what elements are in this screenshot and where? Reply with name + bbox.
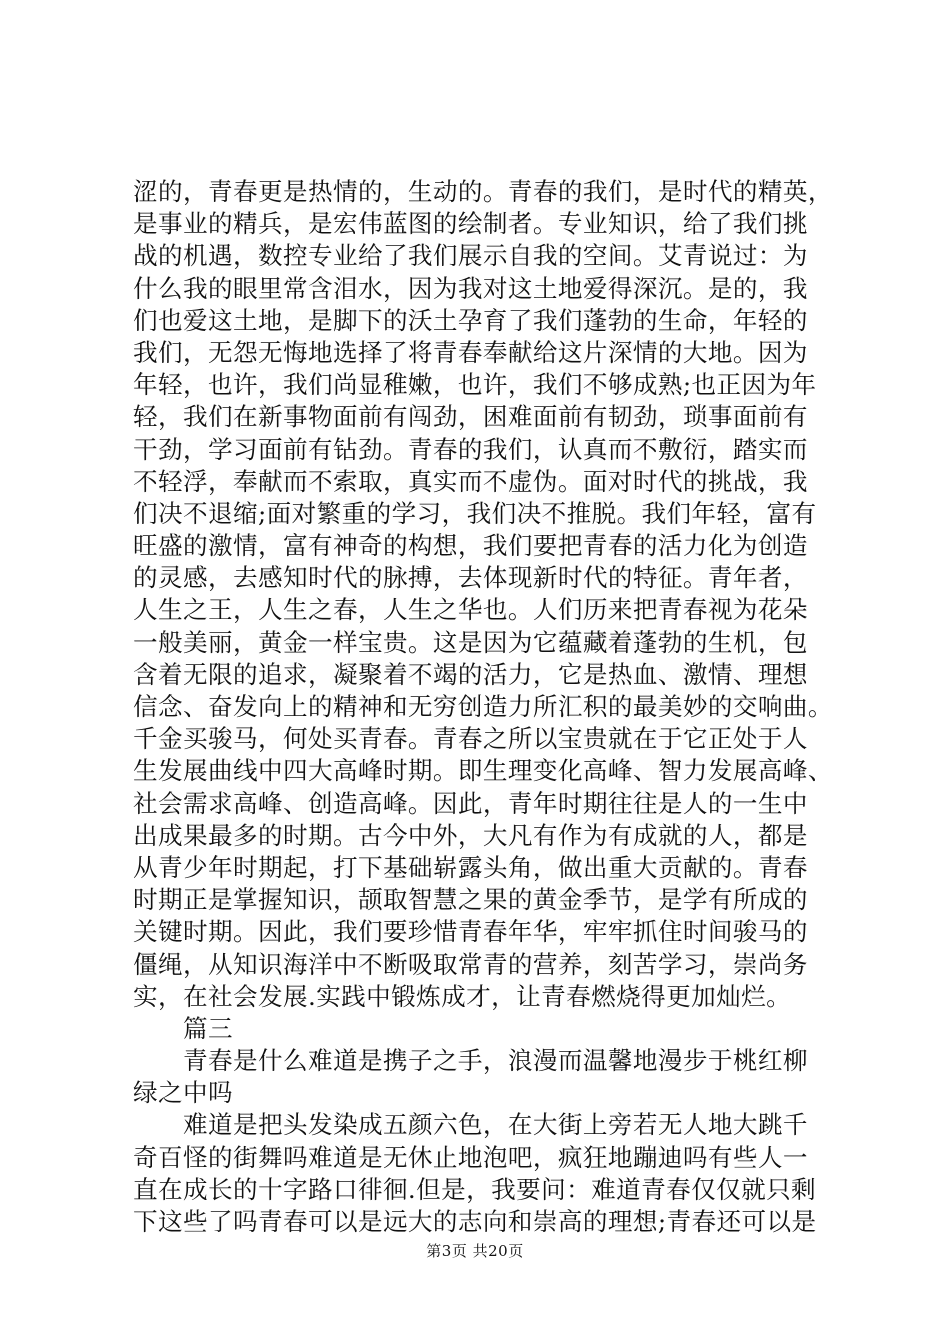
body-text [133, 176, 833, 1238]
text-line: 青春是什么难道是携子之手，浪漫而温馨地漫步于桃红柳 [183, 1046, 808, 1076]
text-line: 信念、奋发向上的精神和无穷创造力所汇积的最美妙的交响曲。 [133, 692, 833, 721]
text-line: 轻，我们在新事物面前有闯劲，困难面前有韧劲，琐事面前有 [133, 402, 808, 432]
text-line: 我们，无怨无悔地选择了将青春奉献给这片深情的大地。因为 [133, 337, 808, 367]
page-footer: 第3页 共20页 [426, 1242, 524, 1260]
text-line: 人生之王，人生之春，人生之华也。人们历来把青春视为花朵 [133, 595, 808, 625]
text-line: 关键时期。因此，我们要珍惜青春年华，牢牢抓住时间骏马的 [133, 917, 808, 947]
text-line: 干劲，学习面前有钻劲。青春的我们，认真而不敷衍，踏实而 [133, 434, 808, 464]
text-line: 从青少年时期起，打下基础崭露头角，做出重大贡献的。青春 [133, 852, 808, 882]
text-line: 下这些了吗青春可以是远大的志向和崇高的理想;青春还可以是 [133, 1207, 817, 1236]
text-line: 绿之中吗 [133, 1078, 233, 1108]
text-line: 们决不退缩;面对繁重的学习，我们决不推脱。我们年轻，富有 [133, 498, 817, 528]
text-line: 社会需求高峰、创造高峰。因此，青年时期往往是人的一生中 [133, 788, 808, 818]
text-line: 的灵感，去感知时代的脉搏，去体现新时代的特征。青年者， [133, 563, 808, 593]
text-line: 旺盛的激情，富有神奇的构想，我们要把青春的活力化为创造 [133, 531, 808, 561]
text-line: 战的机遇，数控专业给了我们展示自我的空间。艾青说过：为 [133, 241, 808, 271]
text-line: 不轻浮，奉献而不索取，真实而不虚伪。面对时代的挑战，我 [133, 466, 808, 496]
text-line: 千金买骏马，何处买青春。青春之所以宝贵就在于它正处于人 [133, 724, 808, 754]
text-line: 含着无限的追求，凝聚着不竭的活力，它是热血、激情、理想 [133, 659, 808, 689]
text-line: 时期正是掌握知识，颉取智慧之果的黄金季节，是学有所成的 [133, 885, 808, 915]
text-line: 是事业的精兵，是宏伟蓝图的绘制者。专业知识，给了我们挑 [133, 209, 808, 239]
text-line: 奇百怪的街舞吗难道是无休止地泡吧，疯狂地蹦迪吗有些人一 [133, 1142, 808, 1172]
text-line: 篇三 [183, 1013, 233, 1043]
text-line: 难道是把头发染成五颜六色，在大街上旁若无人地大跳千 [183, 1110, 808, 1140]
text-line: 直在成长的十字路口徘徊.但是，我要问：难道青春仅仅就只剩 [133, 1174, 817, 1204]
text-line: 出成果最多的时期。古今中外，大凡有作为有成就的人，都是 [133, 820, 808, 850]
text-line: 实，在社会发展.实践中锻炼成才，让青春燃烧得更加灿烂。 [133, 981, 792, 1011]
text-line: 涩的，青春更是热情的，生动的。青春的我们，是时代的精英， [133, 177, 833, 206]
text-line: 年轻，也许，我们尚显稚嫩，也许，我们不够成熟;也正因为年 [133, 370, 817, 400]
text-line: 们也爱这土地，是脚下的沃土孕育了我们蓬勃的生命，年轻的 [133, 305, 808, 335]
text-line: 僵绳，从知识海洋中不断吸取常青的营养，刻苦学习，崇尚务 [133, 949, 808, 979]
text-line: 什么我的眼里常含泪水，因为我对这土地爱得深沉。是的，我 [133, 273, 808, 303]
text-line: 一般美丽，黄金一样宝贵。这是因为它蕴藏着蓬勃的生机，包 [133, 627, 808, 657]
text-line: 生发展曲线中四大高峰时期。即生理变化高峰、智力发展高峰、 [133, 756, 833, 786]
